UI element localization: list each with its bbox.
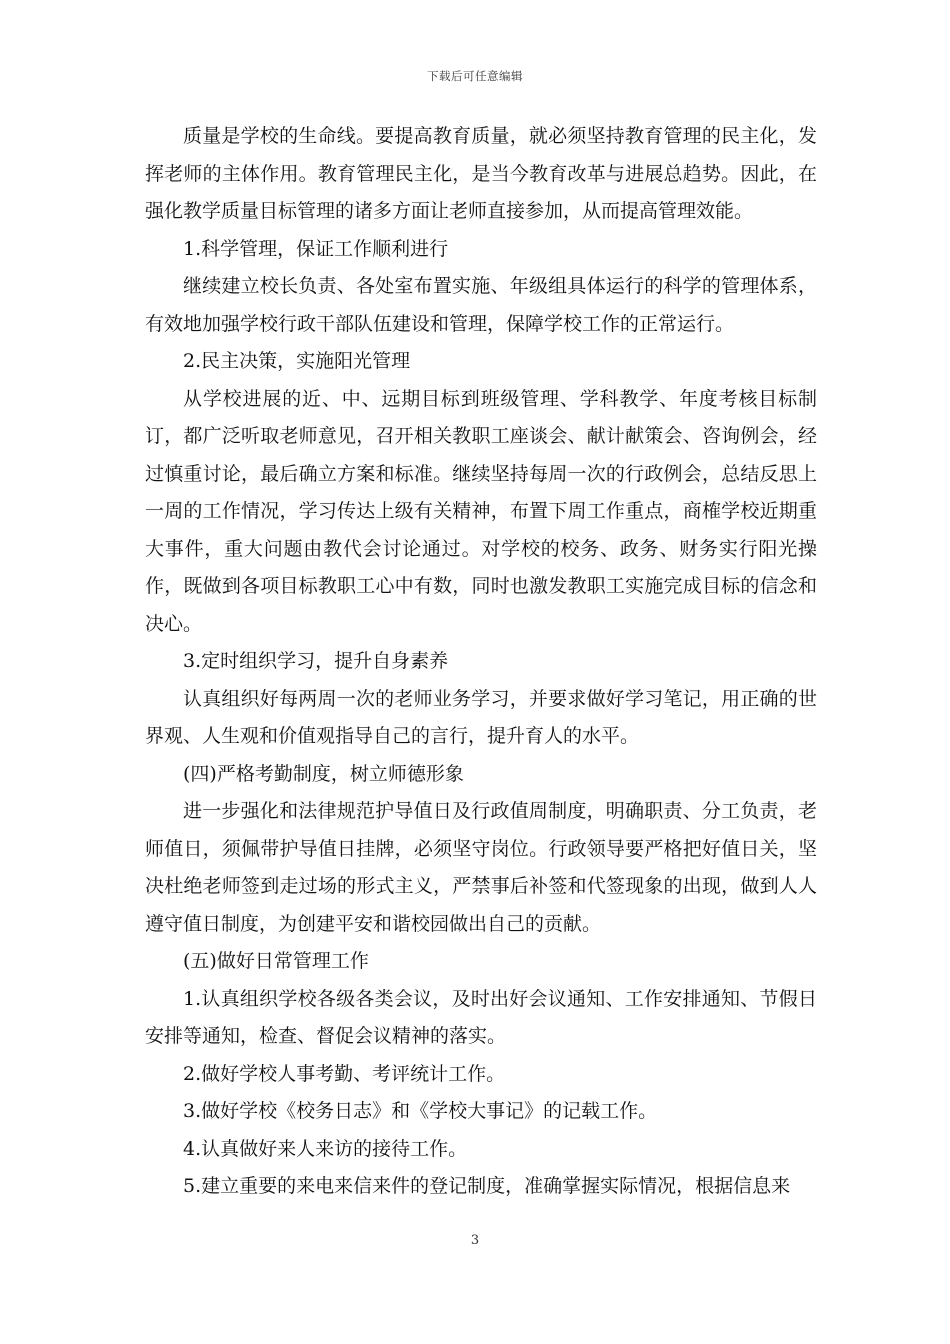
heading-scientific-management: 1.科学管理，保证工作顺利进行 — [183, 237, 449, 260]
document-body — [145, 118, 817, 1206]
heading-regular-study: 3.定时组织学习，提升自身素养 — [183, 650, 449, 672]
list-item: 5.建立重要的来电来信来件的登记制度，准确掌握实际情况，根据信息来 — [183, 1175, 791, 1197]
paragraph: 进一步强化和法律规范护导值日及行政值周制度，明确职责、分工负责，老师值日，须佩带护导值日挂牌，必须坚守岗位。行政领导要严格把好值日关，坚决杜绝老师签到走过场的形式主义，严禁事后补签和代签现象的出现，做到人人遵守值日制度，为创建平安和谐校园做出自己的贡献。 — [145, 800, 817, 935]
list-item: 4.认真做好来人来访的接待工作。 — [183, 1137, 468, 1160]
paragraph: 继续建立校长负责、各处室布置实施、年级组具体运行的科学的管理体系，有效地加强学校行政干部队伍建设和管理，保障学校工作的正常运行。 — [145, 275, 817, 335]
page-number: 3 — [470, 1233, 480, 1248]
paragraph-intro: 质量是学校的生命线。要提高教育质量，就必须坚持教育管理的民主化，发挥老师的主体作用。教育管理民主化，是当今教育改革与进展总趋势。因此，在强化教学质量目标管理的诸多方面让老师直接参加，从而提高管理效能。 — [145, 125, 817, 222]
paragraph: 认真组织好每两周一次的老师业务学习，并要求做好学习笔记，用正确的世界观、人生观和价值观指导自己的言行，提升育人的水平。 — [145, 687, 817, 747]
list-item: 1.认真组织学校各级各类会议，及时出好会议通知、工作安排通知、节假日安排等通知，检查、督促会议精神的落实。 — [145, 987, 817, 1047]
list-item: 2.做好学校人事考勤、考评统计工作。 — [183, 1062, 506, 1085]
heading-attendance-system: (四)严格考勤制度，树立师德形象 — [183, 762, 464, 785]
heading-democratic-decision: 2.民主决策，实施阳光管理 — [183, 350, 411, 372]
list-item: 3.做好学校《校务日志》和《学校大事记》的记载工作。 — [183, 1100, 658, 1122]
page-header: 下载后可任意编辑 — [427, 69, 523, 83]
heading-daily-management: (五)做好日常管理工作 — [183, 950, 369, 972]
paragraph: 从学校进展的近、中、远期目标到班级管理、学科教学、年度考核目标制订，都广泛听取老师意见，召开相关教职工座谈会、献计献策会、咨询例会，经过慎重讨论，最后确立方案和标准。继续坚持每周一次的行政例会，总结反思上一周的工作情况，学习传达上级有关精神，布置下周工作重点，商榷学校近期重大事件，重大问题由教代会讨论通过。对学校的校务、政务、财务实行阳光操作，既做到各项目标教职工心中有数，同时也激发教职工实施完成目标的信念和决心。 — [145, 387, 817, 635]
